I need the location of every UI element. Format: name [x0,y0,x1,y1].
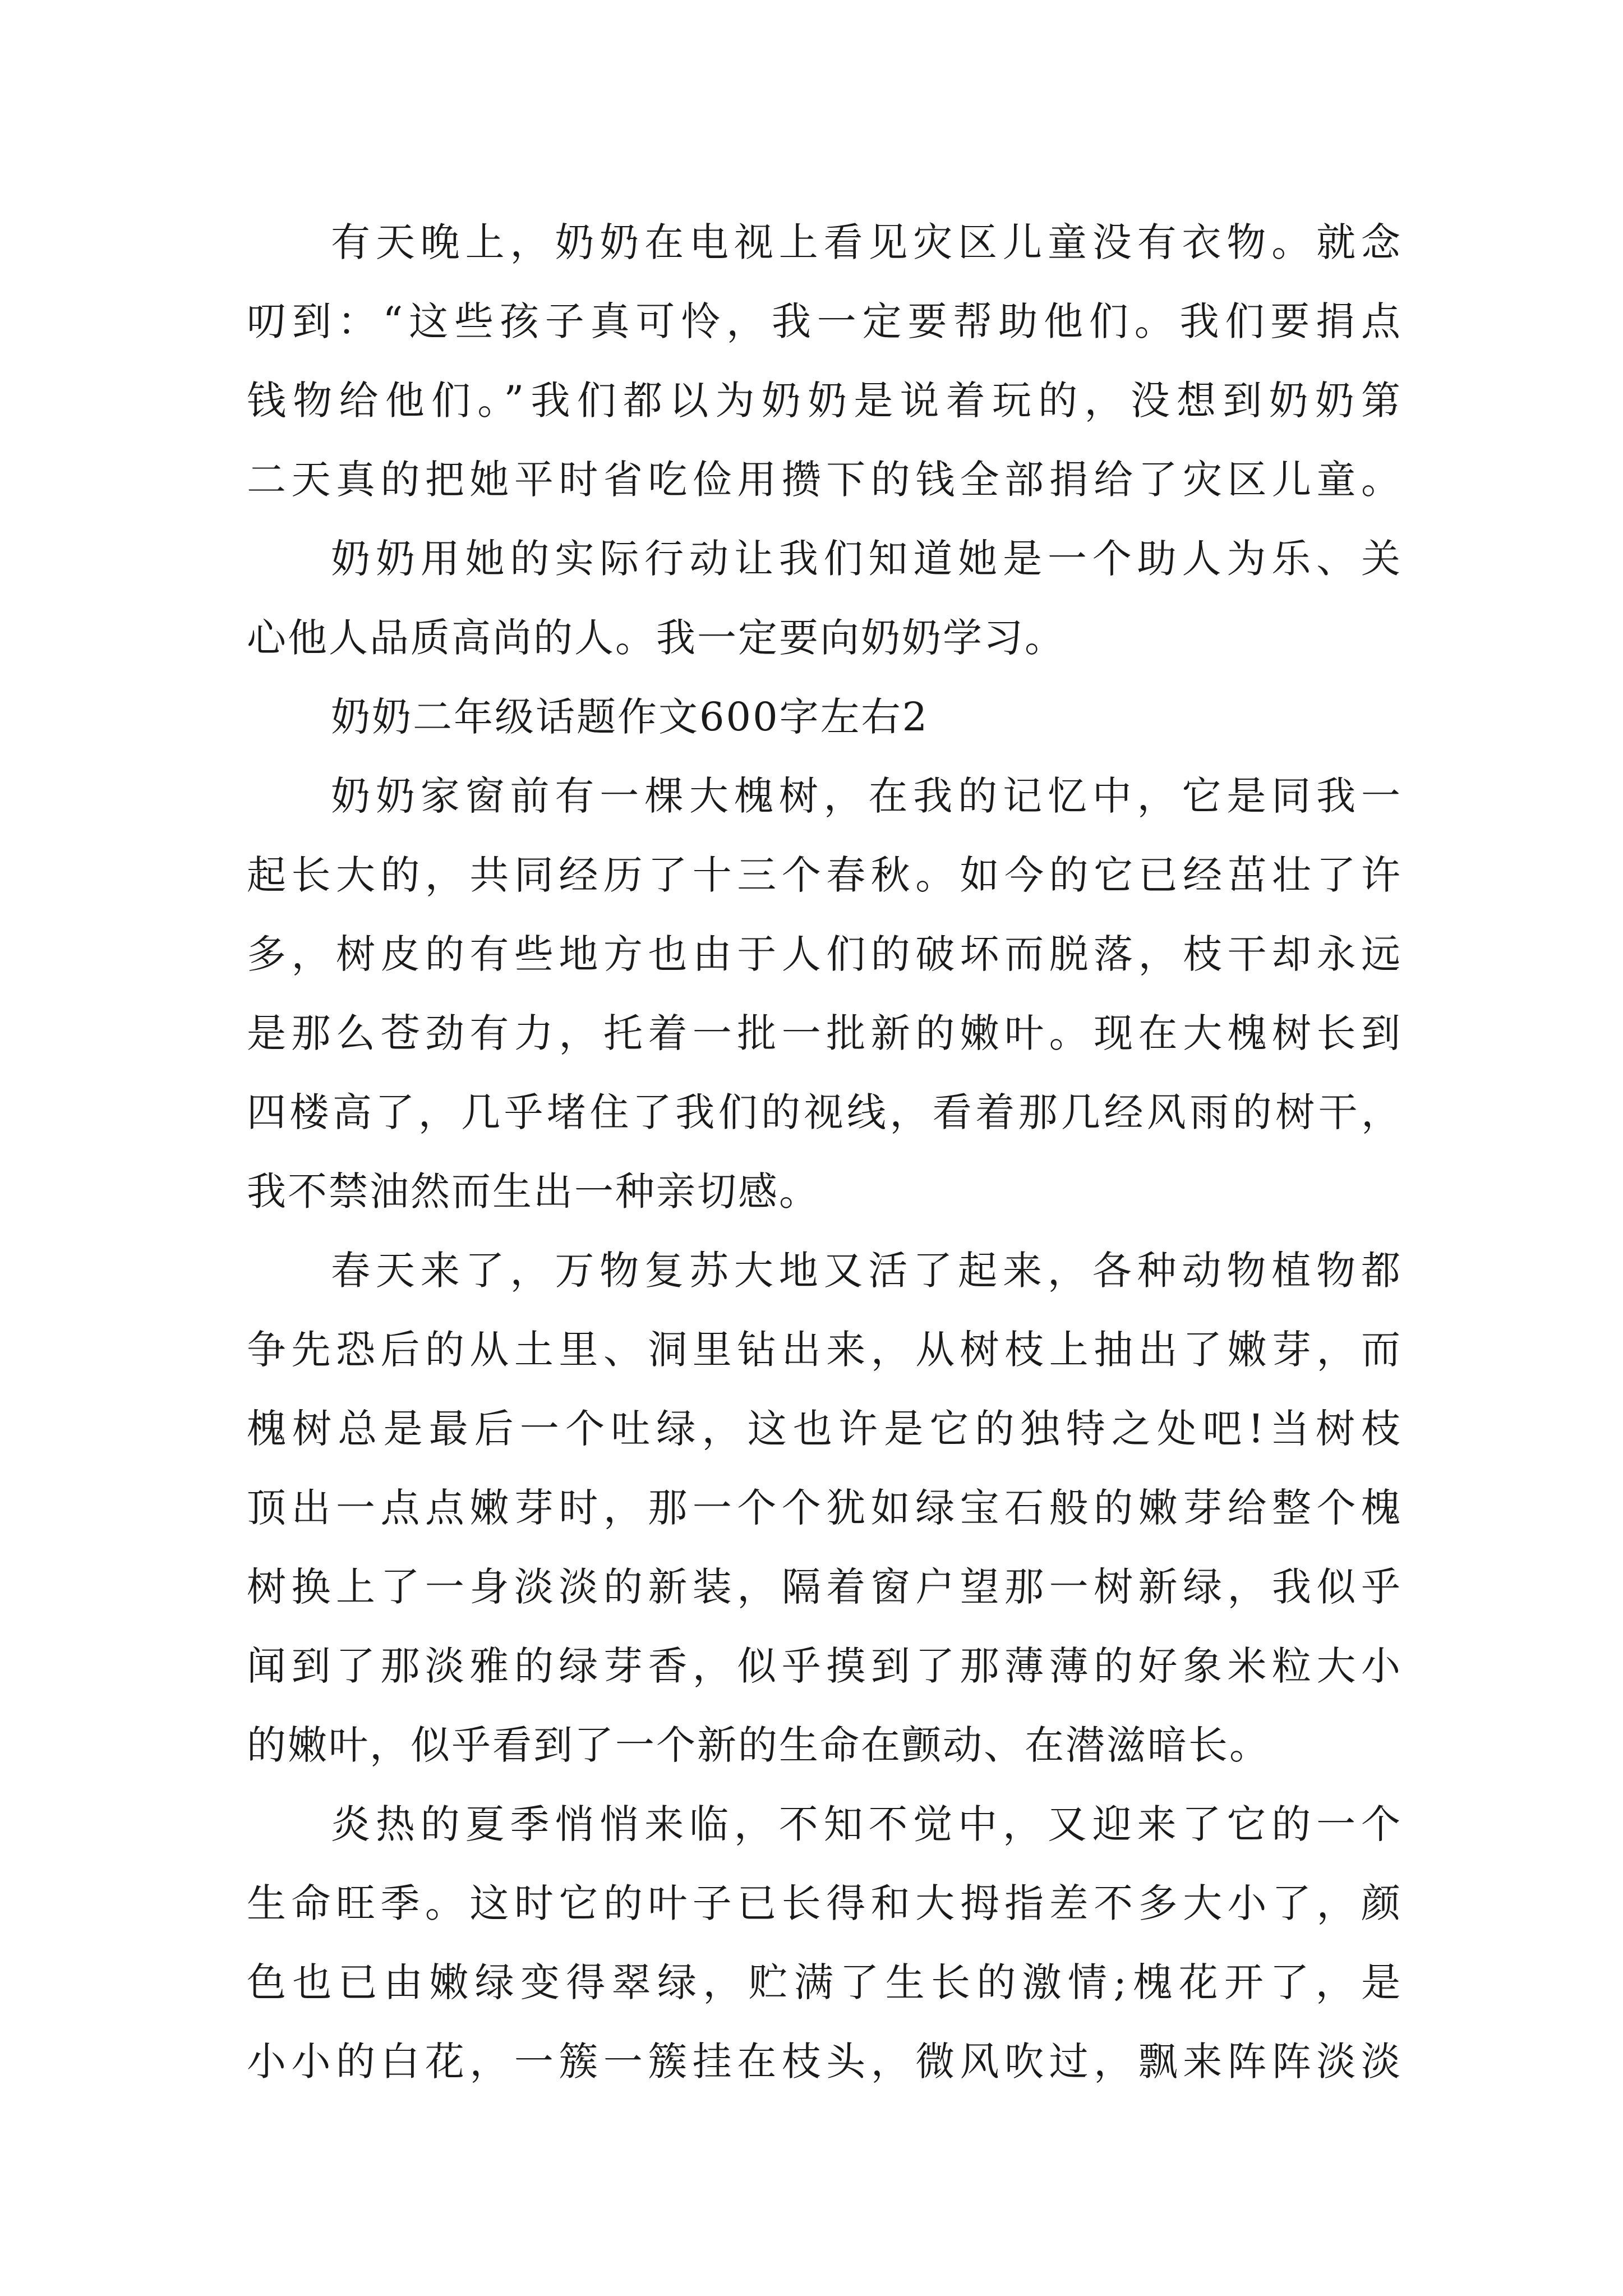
text-line: 生命旺季。这时它的叶子已长得和大拇指差不多大小了，颜 [247,1880,1402,1926]
text-line: 树换上了一身淡淡的新装，隔着窗户望那一树新绿，我似乎 [247,1564,1402,1610]
text-line: 我不禁油然而生出一种亲切感。 [247,1168,820,1214]
text-line: 四楼高了，几乎堵住了我们的视线，看着那几经风雨的树干， [247,1089,1402,1135]
text-line: 顶出一点点嫩芽时，那一个个犹如绿宝石般的嫩芽给整个槐 [247,1485,1402,1531]
text-line: 钱物给他们。”我们都以为奶奶是说着玩的，没想到奶奶第 [247,378,1402,424]
paragraph [247,519,1402,678]
text-line: 奶奶家窗前有一棵大槐树，在我的记忆中，它是同我一 [331,773,1402,819]
paragraph [247,757,1402,1231]
text-line: 叨到：“这些孩子真可怜，我一定要帮助他们。我们要捐点 [247,298,1402,344]
text-line: 奶奶用她的实际行动让我们知道她是一个助人为乐、关 [331,536,1402,582]
text-line: 色也已由嫩绿变得翠绿，贮满了生长的激情;槐花开了，是 [247,1959,1402,2005]
paragraph [247,203,1402,519]
text-line: 小小的白花，一簇一簇挂在枝头，微风吹过，飘来阵阵淡淡 [247,2039,1402,2085]
text-line: 起长大的，共同经历了十三个春秋。如今的它已经茁壮了许 [247,852,1402,898]
text-line: 二天真的把她平时省吃俭用攒下的钱全部捐给了灾区儿童。 [247,457,1402,503]
section-heading [247,678,1402,757]
text-line: 槐树总是最后一个吐绿，这也许是它的独特之处吧!当树枝 [247,1406,1402,1452]
text-line: 是那么苍劲有力，托着一批一批新的嫩叶。现在大槐树长到 [247,1010,1402,1056]
paragraph [247,1785,1402,2101]
text-line: 春天来了，万物复苏大地又活了起来，各种动物植物都 [331,1248,1402,1294]
text-line: 争先恐后的从土里、洞里钻出来，从树枝上抽出了嫩芽，而 [247,1327,1402,1373]
text-line: 的嫩叶，似乎看到了一个新的生命在颤动、在潜滋暗长。 [247,1722,1270,1768]
text-line: 有天晚上，奶奶在电视上看见灾区儿童没有衣物。就念 [331,219,1402,265]
text-line: 心他人品质高尚的人。我一定要向奶奶学习。 [247,615,1066,661]
document-body [247,203,1402,2101]
text-line: 多，树皮的有些地方也由于人们的破坏而脱落，枝干却永远 [247,931,1402,977]
heading-text: 奶奶二年级话题作文600字左右2 [331,694,929,740]
text-line: 闻到了那淡雅的绿芽香，似乎摸到了那薄薄的好象米粒大小 [247,1643,1402,1689]
paragraph [247,1231,1402,1785]
text-line: 炎热的夏季悄悄来临，不知不觉中，又迎来了它的一个 [331,1801,1402,1847]
